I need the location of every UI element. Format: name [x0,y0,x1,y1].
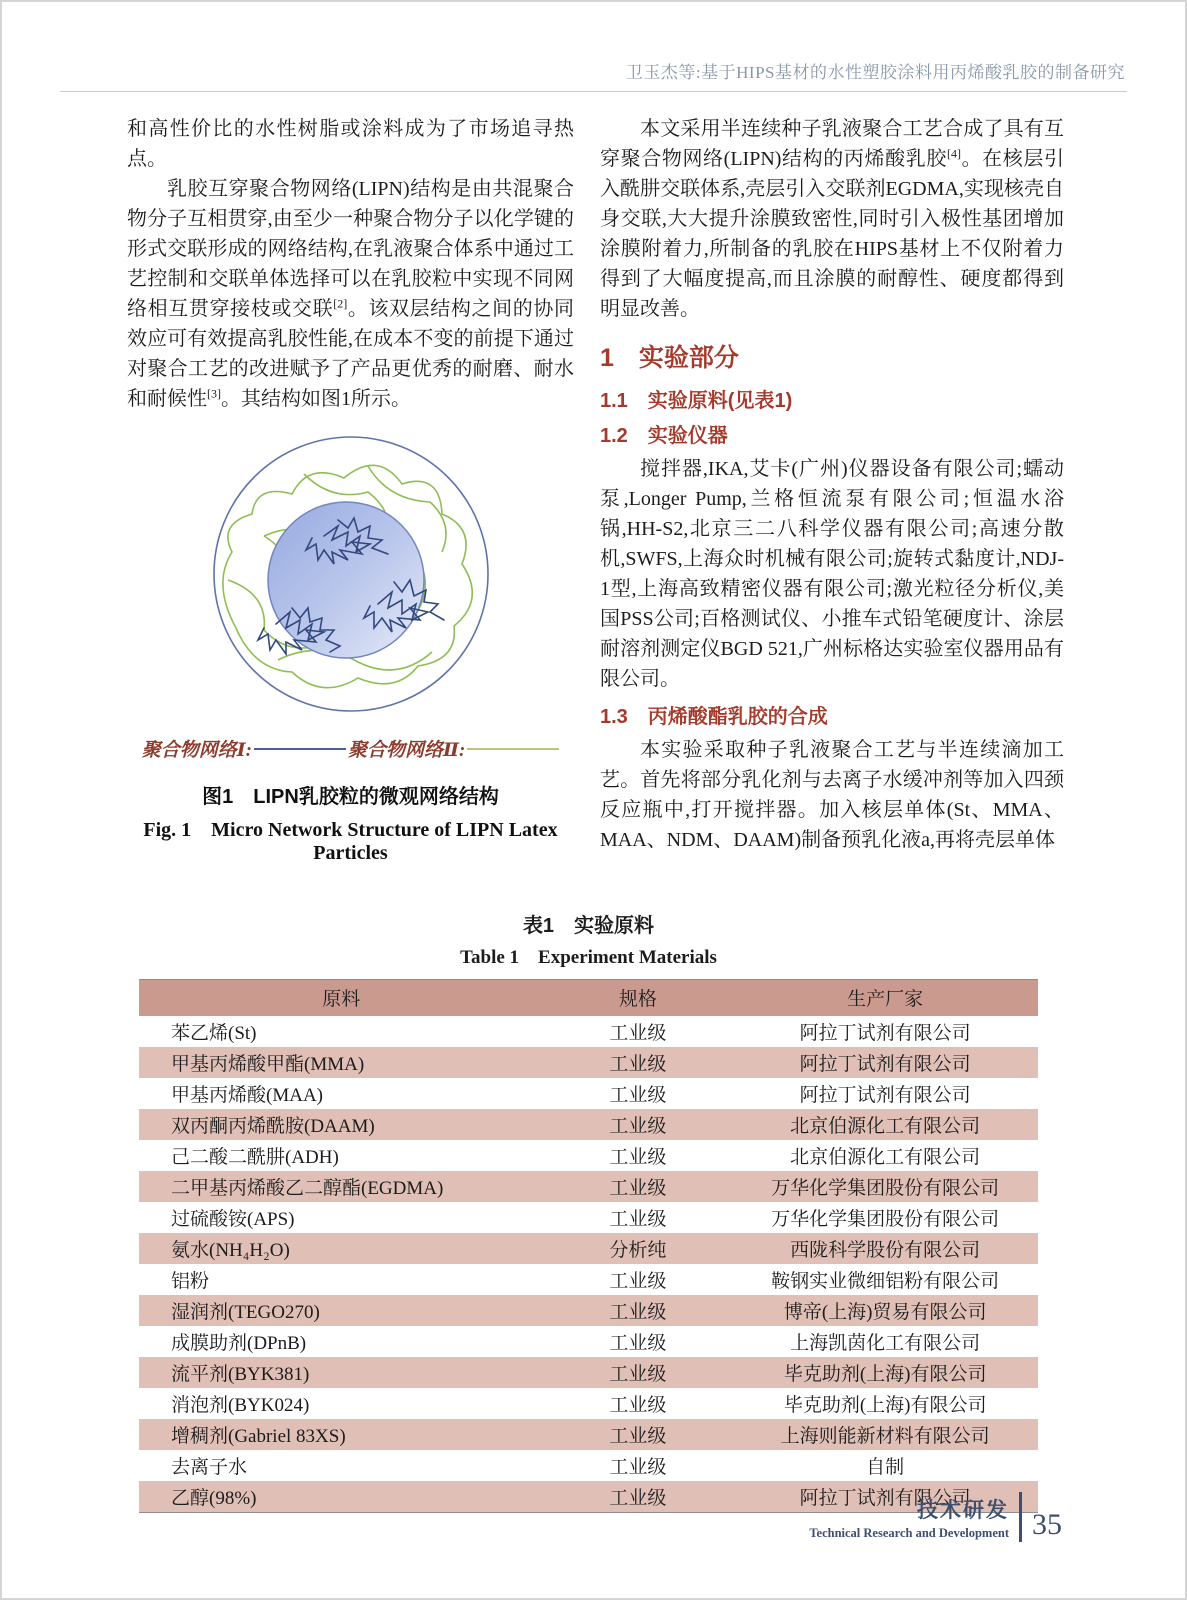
lipn-structure-svg [136,428,566,720]
footer-section-en: Technical Research and Development [809,1525,1009,1540]
footer-section [809,1494,1009,1541]
cell-manufacturer: 北京伯源化工有限公司 [790,1115,981,1137]
header-manufacturer: 生产厂家 [732,980,1038,1016]
section-heading-1: 1 实验部分 [600,344,739,372]
paragraph-continuation [127,114,574,174]
footer-divider [1019,1492,1022,1542]
left-column [127,114,574,865]
lipn-particle-diagram [136,428,566,725]
cell-material: 氨水(NH₄H₂O) [171,1239,290,1261]
table-row [139,1326,1038,1357]
cell-spec: 工业级 [609,1394,667,1416]
cell-material: 乙醇(98%) [171,1487,257,1509]
cell-manufacturer: 万华化学集团股份有限公司 [771,1177,1000,1199]
cell-manufacturer: 阿拉丁试剂有限公司 [799,1022,971,1044]
table-row [139,1140,1038,1171]
paragraph-text: 。在核层引入酰肼交联体系,壳层引入交联剂EGDMA,实现核壳自身交联,大大提升涂膜致密性,同时引入极性基团增加涂膜附着力,所制备的乳胶在HIPS基材上不仅附着力得到了大幅度提高,而且涂膜的耐醇性、硬度都得到明显改善。 [600,148,1065,320]
legend-network2-label: 聚合物网络Ⅱ: [347,740,466,761]
cell-spec: 工业级 [609,1115,667,1137]
cell-spec: 工业级 [609,1456,667,1478]
right-column [600,114,1064,865]
paragraph-text: 本文采用半连续种子乳液聚合工艺合成了具有互穿聚合物网络(LIPN)结构的丙烯酸乳胶 [600,118,1064,170]
cell-material: 己二酸二酰肼(ADH) [171,1146,339,1168]
figure-caption-zh: 图1 LIPN乳胶粒的微观网络结构 [202,786,499,808]
figure-1 [127,428,574,865]
cell-material: 增稠剂(Gabriel 83XS) [171,1425,346,1447]
cell-manufacturer: 阿拉丁试剂有限公司 [799,1084,971,1106]
figure-caption-en: Fig. 1 Micro Network Structure of LIPN Latex Particles [143,819,558,864]
cell-spec: 工业级 [609,1363,667,1385]
running-head [62,58,1125,83]
header-material: 原料 [139,980,544,1016]
cell-manufacturer: 上海则能新材料有限公司 [780,1425,990,1447]
cell-material: 二甲基丙烯酸乙二醇酯(EGDMA) [171,1177,444,1199]
cell-manufacturer: 上海凯茵化工有限公司 [790,1332,981,1354]
cell-manufacturer: 博帝(上海)贸易有限公司 [783,1301,987,1323]
table-1-block [139,909,1038,1513]
table-row [139,1233,1038,1264]
cell-material: 过硫酸铵(APS) [171,1208,295,1230]
cell-manufacturer: 西陇科学股份有限公司 [790,1239,981,1261]
table-row [139,1295,1038,1326]
running-title: 卫玉杰等:基于HIPS基材的水性塑胶涂料用丙烯酸乳胶的制备研究 [625,63,1125,82]
cell-spec: 工业级 [609,1425,667,1447]
cell-material: 甲基丙烯酸(MAA) [171,1084,323,1106]
citation-ref-4: [4] [946,146,961,161]
paragraph-text: 乳胶互穿聚合物网络(LIPN)结构是由共混聚合物分子互相贯穿,由至少一种聚合物分子以化学键的形式交联形成的网络结构,在乳液聚合体系中通过工艺控制和交联单体选择可以在乳胶粒中实现不同网络相互贯穿接枝或交联 [127,178,574,320]
table-row [139,1109,1038,1140]
table-row [139,1388,1038,1419]
legend-network1-line [254,748,346,750]
table-row [139,1264,1038,1295]
cell-spec: 工业级 [609,1270,667,1292]
cell-material: 铝粉 [171,1270,210,1292]
cell-material: 甲基丙烯酸甲酯(MMA) [171,1053,365,1075]
cell-spec: 工业级 [609,1146,667,1168]
cell-spec: 分析纯 [609,1239,667,1261]
table-row [139,1202,1038,1233]
header-rule [60,91,1127,92]
table-row [139,1016,1038,1047]
table-header-row [139,980,1038,1016]
table-title-zh: 表1 实验原料 [522,915,655,937]
page-number: 35 [1032,1508,1062,1541]
header-spec: 规格 [544,980,733,1016]
table-title-en: Table 1 Experiment Materials [460,947,717,968]
cell-spec: 工业级 [609,1177,667,1199]
figure-legend [127,735,574,762]
paragraph-text: 和高性价比的水性树脂或涂料成为了市场追寻热点。 [127,118,574,170]
paragraph-abstract [600,114,1064,324]
paragraph-instruments: 搅拌器,IKA,艾卡(广州)仪器设备有限公司;蠕动泵,Longer Pump,兰格恒流泵有限公司;恒温水浴锅,HH-S2,北京三二八科学仪器有限公司;高速分散机,SWFS,上海众时机械有限公司;旋转式黏度计,NDJ-1型,上海高致精密仪器有限公司;激光粒径分析仪,美国PSS公司;百格测试仪、小推车式铅笔硬度计、涂层耐溶剂测定仪BGD 521,广州标格达实验室仪器用品有限公司。 [600,458,1064,690]
cell-spec: 工业级 [609,1332,667,1354]
paragraph-text: 。其结构如图1所示。 [221,388,411,410]
cell-manufacturer: 北京伯源化工有限公司 [790,1146,981,1168]
page-footer [809,1492,1062,1542]
cell-manufacturer: 毕克助剂(上海)有限公司 [783,1394,987,1416]
legend-network2-line [467,748,559,750]
two-column-content [127,114,1065,865]
cell-spec: 工业级 [609,1084,667,1106]
section-heading-1-3: 1.3 丙烯酸酯乳胶的合成 [600,706,828,728]
cell-spec: 工业级 [609,1022,667,1044]
cell-manufacturer: 自制 [866,1456,905,1478]
cell-material: 流平剂(BYK381) [171,1363,310,1385]
paragraph-text: 。该双层结构之间的协同效应可有效提高乳胶性能,在成本不变的前提下通过对聚合工艺的改进赋予了产品更优秀的耐磨、耐水和耐候性 [127,298,575,410]
cell-manufacturer: 阿拉丁试剂有限公司 [799,1487,971,1509]
cell-manufacturer: 万华化学集团股份有限公司 [771,1208,1000,1230]
paragraph-lipn-intro [127,174,574,414]
cell-spec: 工业级 [609,1053,667,1075]
cell-material: 苯乙烯(St) [171,1022,257,1044]
cell-spec: 工业级 [609,1208,667,1230]
citation-ref-2: [2] [333,296,348,311]
legend-network1-label: 聚合物网络Ⅰ: [141,740,252,761]
materials-table-body [139,1016,1038,1513]
section-heading-1-2: 1.2 实验仪器 [600,425,728,447]
table-row [139,1047,1038,1078]
cell-manufacturer: 阿拉丁试剂有限公司 [799,1053,971,1075]
cell-material: 去离子水 [171,1456,248,1478]
table-row [139,1171,1038,1202]
cell-material: 消泡剂(BYK024) [171,1394,310,1416]
table-row [139,1357,1038,1388]
cell-material: 湿润剂(TEGO270) [171,1301,320,1323]
paragraph-synthesis: 本实验采取种子乳液聚合工艺与半连续滴加工艺。首先将部分乳化剂与去离子水缓冲剂等加入四颈反应瓶中,打开搅拌器。加入核层单体(St、MMA、MAA、NDM、DAAM)制备预乳化液a,再将壳层单体 [600,739,1064,851]
cell-manufacturer: 鞍钢实业微细铝粉有限公司 [771,1270,1000,1292]
citation-ref-3: [3] [207,386,221,401]
materials-table [139,979,1038,1513]
table-row [139,1078,1038,1109]
cell-material: 成膜助剂(DPnB) [171,1332,307,1354]
cell-material: 双丙酮丙烯酰胺(DAAM) [171,1115,375,1137]
cell-spec: 工业级 [609,1301,667,1323]
footer-section-zh: 技术研发 [917,1498,1009,1522]
cell-manufacturer: 毕克助剂(上海)有限公司 [783,1363,987,1385]
table-row [139,1419,1038,1450]
section-heading-1-1: 1.1 实验原料(见表1) [600,390,793,412]
table-row [139,1450,1038,1481]
cell-spec: 工业级 [609,1487,667,1509]
